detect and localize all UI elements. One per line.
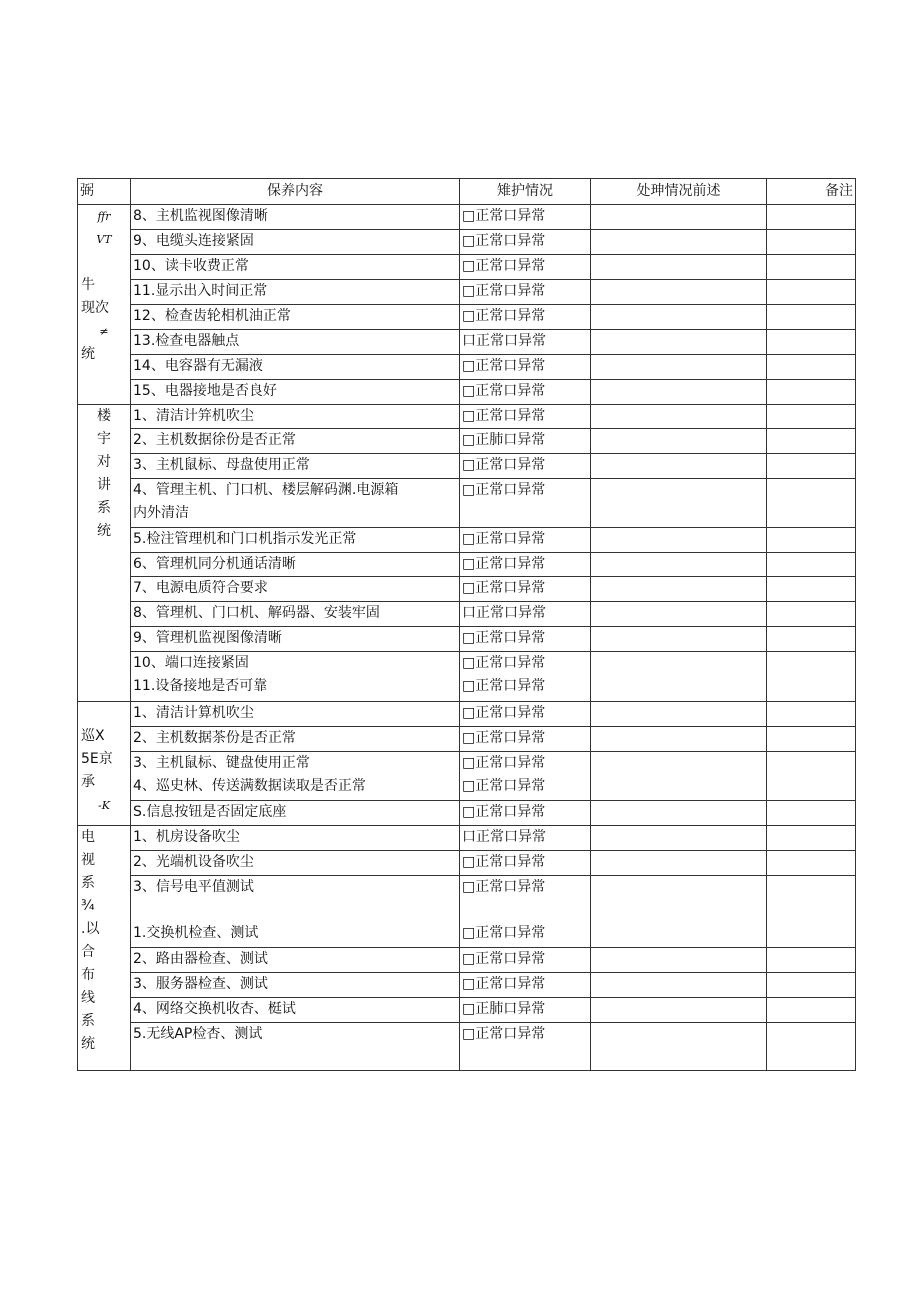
table-row xyxy=(78,454,856,479)
maintenance-item xyxy=(133,899,457,922)
table-row xyxy=(78,602,856,627)
table-body xyxy=(78,205,856,1071)
note-cell[interactable] xyxy=(767,627,856,652)
status-cell xyxy=(460,652,591,702)
description-cell[interactable] xyxy=(591,255,767,280)
description-cell[interactable] xyxy=(591,948,767,973)
maintenance-item-cell xyxy=(131,948,460,973)
description-cell[interactable] xyxy=(591,851,767,876)
description-cell[interactable] xyxy=(591,876,767,948)
maintenance-item: 9、管理机监视图像清晰 xyxy=(133,630,282,646)
maintenance-item: 1、清洁计算机吹尘 xyxy=(133,705,254,721)
description-cell[interactable] xyxy=(591,602,767,627)
note-cell[interactable] xyxy=(767,305,856,330)
maintenance-item: 13.检查电器触点 xyxy=(133,333,240,349)
status-checkbox-label[interactable]: □正常口异常 xyxy=(462,655,546,671)
status-checkbox-label[interactable]: 口正常口异常 xyxy=(462,605,546,621)
status-cell xyxy=(460,230,591,255)
table-row xyxy=(78,205,856,230)
status-checkbox-label[interactable]: □正常口异常 xyxy=(462,383,546,399)
system-cell xyxy=(78,702,131,826)
note-cell[interactable] xyxy=(767,405,856,429)
note-cell[interactable] xyxy=(767,702,856,727)
status-cell xyxy=(460,479,591,528)
maintenance-item-cell xyxy=(131,577,460,602)
table-row xyxy=(78,998,856,1023)
status-checkbox-label[interactable]: □正常口异常 xyxy=(462,457,546,473)
table-row xyxy=(78,355,856,380)
status-checkbox-label[interactable]: □正肺口异常 xyxy=(462,1001,546,1017)
description-cell[interactable] xyxy=(591,205,767,230)
system-label-line: 视 xyxy=(81,852,95,868)
status-cell xyxy=(460,528,591,553)
status-cell xyxy=(460,702,591,727)
description-cell[interactable] xyxy=(591,801,767,826)
maintenance-item: 3、主机鼠标、母盘使用正常 xyxy=(133,457,310,473)
status-checkbox-label[interactable]: □正常口异常 xyxy=(462,308,546,324)
system-label-line: 系 xyxy=(81,1013,95,1029)
system-label-line xyxy=(80,702,128,725)
note-cell[interactable] xyxy=(767,1023,856,1071)
table-row xyxy=(78,727,856,752)
maintenance-item-cell xyxy=(131,652,460,702)
maintenance-item-cell xyxy=(131,752,460,801)
status-cell xyxy=(460,826,591,851)
maintenance-item: 4、管理主机、门口机、楼层解码渊.电源箱 xyxy=(133,482,399,498)
maintenance-item: 11.显示出入时间正常 xyxy=(133,283,268,299)
system-label-line: 统 xyxy=(81,346,95,362)
status-checkbox-label[interactable]: □正常口异常 xyxy=(462,879,546,895)
maintenance-item-cell xyxy=(131,255,460,280)
maintenance-item-cell xyxy=(131,528,460,553)
description-cell[interactable] xyxy=(591,429,767,454)
note-cell[interactable] xyxy=(767,752,856,801)
maintenance-item: 1、清洁计笄机吹尘 xyxy=(133,408,254,424)
note-cell[interactable] xyxy=(767,851,856,876)
status-cell xyxy=(460,948,591,973)
note-cell[interactable] xyxy=(767,479,856,528)
status-checkbox-label[interactable]: □正常口异常 xyxy=(462,1026,546,1042)
status-checkbox-label[interactable]: □正常口异常 xyxy=(462,705,546,721)
note-cell[interactable] xyxy=(767,553,856,577)
maintenance-item: 12、检查齿轮相机油正常 xyxy=(133,308,291,324)
description-cell[interactable] xyxy=(591,973,767,998)
status-cell xyxy=(460,553,591,577)
note-cell[interactable] xyxy=(767,330,856,355)
system-label-line: 合 xyxy=(81,944,95,960)
status-checkbox-label[interactable]: □正常口异常 xyxy=(462,233,546,249)
note-cell[interactable] xyxy=(767,998,856,1023)
description-cell[interactable] xyxy=(591,355,767,380)
table-row xyxy=(78,330,856,355)
system-label-line: 电 xyxy=(81,829,95,845)
system-label-line: 楼 xyxy=(97,408,111,424)
system-label-line: 对 xyxy=(97,454,111,470)
maintenance-item: 2、路由器检查、测试 xyxy=(133,951,268,967)
status-cell xyxy=(460,752,591,801)
maintenance-item: S.信息按钮是否固定底座 xyxy=(133,804,287,820)
status-cell xyxy=(460,305,591,330)
table-row xyxy=(78,230,856,255)
status-cell xyxy=(460,627,591,652)
status-cell xyxy=(460,429,591,454)
maintenance-item: 10、端口连接紧固 xyxy=(133,655,249,671)
description-cell[interactable] xyxy=(591,230,767,255)
note-cell[interactable] xyxy=(767,454,856,479)
description-cell[interactable] xyxy=(591,1023,767,1071)
description-cell[interactable] xyxy=(591,305,767,330)
note-cell[interactable] xyxy=(767,577,856,602)
maintenance-item: 5.检注管理机和门口机指示发光正常 xyxy=(133,531,357,547)
status-checkbox-label[interactable]: □正肺口异常 xyxy=(462,432,546,448)
table-row xyxy=(78,652,856,702)
system-label-line: .以 xyxy=(81,921,100,937)
status-checkbox-label[interactable]: □正常口异常 xyxy=(462,258,546,274)
table-row xyxy=(78,752,856,801)
description-cell[interactable] xyxy=(591,752,767,801)
system-label-line xyxy=(80,251,128,274)
maintenance-item: 5.无线AP检杏、测试 xyxy=(133,1026,263,1042)
system-label-line: 统 xyxy=(81,1036,95,1052)
maintenance-item: 4、网络交换机收杏、梃试 xyxy=(133,1001,296,1017)
status-checkbox-label[interactable]: □正常口异常 xyxy=(462,976,546,992)
table-row xyxy=(78,380,856,405)
table-row xyxy=(78,280,856,305)
description-cell[interactable] xyxy=(591,454,767,479)
status-cell xyxy=(460,876,591,948)
description-cell[interactable] xyxy=(591,577,767,602)
system-label-line: 系 xyxy=(81,875,95,891)
maintenance-item: 3、服务器检查、测试 xyxy=(133,976,268,992)
system-label-line: 讲 xyxy=(97,477,111,493)
maintenance-item-cell xyxy=(131,479,460,528)
maintenance-item-cell xyxy=(131,602,460,627)
system-label-line: VT xyxy=(96,233,112,246)
maintenance-item-cell xyxy=(131,429,460,454)
maintenance-item-cell xyxy=(131,801,460,826)
table-row xyxy=(78,553,856,577)
note-cell[interactable] xyxy=(767,528,856,553)
maintenance-item: 2、主机数据徐份是否正常 xyxy=(133,432,296,448)
table-row xyxy=(78,1023,856,1071)
description-cell[interactable] xyxy=(591,280,767,305)
maintenance-item-cell xyxy=(131,280,460,305)
header-note: 备注 xyxy=(767,179,856,205)
description-cell[interactable] xyxy=(591,727,767,752)
maintenance-item: 1.交换机检查、测试 xyxy=(133,925,259,941)
system-cell xyxy=(78,405,131,702)
status-checkbox-label[interactable]: 口正常口异常 xyxy=(462,333,546,349)
maintenance-item: 3、信号电平值测试 xyxy=(133,879,254,895)
table-row xyxy=(78,528,856,553)
status-cell xyxy=(460,577,591,602)
header-row xyxy=(78,179,856,205)
system-cell xyxy=(78,205,131,405)
status-cell xyxy=(460,998,591,1023)
status-checkbox-label[interactable]: □正常口异常 xyxy=(462,531,546,547)
maintenance-item-cell xyxy=(131,355,460,380)
table-row xyxy=(78,429,856,454)
system-label-line: 线 xyxy=(81,990,95,1006)
system-label-line: 牛 xyxy=(81,277,95,293)
system-label-line: -K xyxy=(98,799,110,812)
system-label-line: ¾ xyxy=(81,898,95,914)
maintenance-item: 8、管理机、门口机、解码器、安装牢固 xyxy=(133,605,380,621)
table-row xyxy=(78,255,856,280)
note-cell[interactable] xyxy=(767,205,856,230)
status-cell xyxy=(460,280,591,305)
header-system: 弼 xyxy=(78,179,131,205)
maintenance-item-cell xyxy=(131,405,460,429)
status-cell xyxy=(460,1023,591,1071)
note-cell[interactable] xyxy=(767,602,856,627)
header-content: 保养内容 xyxy=(131,179,460,205)
note-cell[interactable] xyxy=(767,429,856,454)
status-cell xyxy=(460,255,591,280)
maintenance-item: 2、主机数据茶份是否正常 xyxy=(133,730,296,746)
description-cell[interactable] xyxy=(591,702,767,727)
status-cell xyxy=(460,380,591,405)
maintenance-item-cell xyxy=(131,826,460,851)
maintenance-item-cell xyxy=(131,973,460,998)
status-checkbox-label[interactable]: □正常口异常 xyxy=(462,925,546,941)
status-checkbox-label[interactable]: □正常口异常 xyxy=(462,804,546,820)
header-status: 雉护情况 xyxy=(460,179,591,205)
status-checkbox-label[interactable]: □正常口异常 xyxy=(462,730,546,746)
note-cell[interactable] xyxy=(767,826,856,851)
description-cell[interactable] xyxy=(591,380,767,405)
maintenance-item: 11.设备接地是否可靠 xyxy=(133,678,268,694)
status-checkbox-label[interactable]: □正常口异常 xyxy=(462,951,546,967)
note-cell[interactable] xyxy=(767,380,856,405)
table-row xyxy=(78,876,856,948)
header-description: 处珅情况前述 xyxy=(591,179,767,205)
status-cell xyxy=(460,405,591,429)
maintenance-item: 9、电缆头连接紧固 xyxy=(133,233,254,249)
system-label-line: 5E京 xyxy=(81,751,113,767)
maintenance-item: 6、管理机同分机通话清晰 xyxy=(133,556,296,572)
maintenance-item: 8、主机监视图像清晰 xyxy=(133,208,268,224)
system-label-line: 统 xyxy=(97,523,111,539)
status-checkbox-label[interactable]: 口正常口异常 xyxy=(462,829,546,845)
maintenance-item-cell xyxy=(131,380,460,405)
status-checkbox-label[interactable]: □正常口异常 xyxy=(462,358,546,374)
status-checkbox-label[interactable]: □正常口异常 xyxy=(462,482,546,498)
maintenance-item: 1、机房设备吹尘 xyxy=(133,829,240,845)
status-checkbox-label[interactable]: □正常口异常 xyxy=(462,408,546,424)
maintenance-item: 4、巡史林、传送满数据读取是否正常 xyxy=(133,778,366,794)
status-cell xyxy=(460,801,591,826)
note-cell[interactable] xyxy=(767,948,856,973)
maintenance-item-cell xyxy=(131,627,460,652)
system-label-line: 巡X xyxy=(81,728,105,744)
status-checkbox-label[interactable]: □正常口异常 xyxy=(462,556,546,572)
status-cell xyxy=(460,355,591,380)
description-cell[interactable] xyxy=(591,826,767,851)
status-checkbox-label[interactable]: □正常口异常 xyxy=(462,580,546,596)
maintenance-item-cell xyxy=(131,553,460,577)
status-cell xyxy=(460,851,591,876)
status-cell xyxy=(460,205,591,230)
note-cell[interactable] xyxy=(767,280,856,305)
maintenance-item: 内外清洁 xyxy=(133,505,189,521)
table-row xyxy=(78,948,856,973)
note-cell[interactable] xyxy=(767,652,856,702)
status-cell xyxy=(460,973,591,998)
note-cell[interactable] xyxy=(767,801,856,826)
status-cell xyxy=(460,727,591,752)
note-cell[interactable] xyxy=(767,355,856,380)
status-checkbox-label[interactable]: □正常口异常 xyxy=(462,854,546,870)
table-row xyxy=(78,627,856,652)
note-cell[interactable] xyxy=(767,973,856,998)
status-checkbox-label[interactable]: □正常口异常 xyxy=(462,755,546,771)
maintenance-item-cell xyxy=(131,851,460,876)
status-checkbox-label[interactable]: □正常口异常 xyxy=(462,630,546,646)
note-cell[interactable] xyxy=(767,255,856,280)
system-label-line: 现次 xyxy=(81,300,109,316)
table-row xyxy=(78,851,856,876)
description-cell[interactable] xyxy=(591,553,767,577)
status-checkbox-label[interactable]: □正常口异常 xyxy=(462,678,546,694)
system-label-line: 宇 xyxy=(97,431,111,447)
table-row xyxy=(78,577,856,602)
maintenance-item-cell xyxy=(131,998,460,1023)
table-row xyxy=(78,405,856,429)
note-cell[interactable] xyxy=(767,230,856,255)
maintenance-item: 7、电源电质符合要求 xyxy=(133,580,268,596)
system-label-line: 承 xyxy=(81,774,95,790)
table-row xyxy=(78,973,856,998)
status-checkbox-label[interactable]: □正常口异常 xyxy=(462,283,546,299)
maintenance-item-cell xyxy=(131,230,460,255)
maintenance-item-cell xyxy=(131,702,460,727)
description-cell[interactable] xyxy=(591,627,767,652)
maintenance-item: 3、主机鼠标、键盘使用正常 xyxy=(133,755,310,771)
description-cell[interactable] xyxy=(591,652,767,702)
table-row xyxy=(78,801,856,826)
maintenance-item: 10、读卡收费正常 xyxy=(133,258,249,274)
maintenance-item-cell xyxy=(131,454,460,479)
maintenance-item-cell xyxy=(131,876,460,948)
description-cell[interactable] xyxy=(591,528,767,553)
table-row xyxy=(78,826,856,851)
status-checkbox-label[interactable]: □正常口异常 xyxy=(462,778,546,794)
maintenance-item-cell xyxy=(131,727,460,752)
system-label-line: 布 xyxy=(81,967,95,983)
note-cell[interactable] xyxy=(767,727,856,752)
system-label-line: ≠ xyxy=(99,325,109,338)
table-row xyxy=(78,479,856,528)
system-cell xyxy=(78,826,131,1071)
maintenance-item-cell xyxy=(131,205,460,230)
maintenance-item-cell xyxy=(131,1023,460,1071)
status-cell xyxy=(460,602,591,627)
status-checkbox-label xyxy=(462,899,588,922)
maintenance-item-cell xyxy=(131,305,460,330)
description-cell[interactable] xyxy=(591,479,767,528)
maintenance-item: 15、电器接地是否良好 xyxy=(133,383,277,399)
note-cell[interactable] xyxy=(767,876,856,948)
maintenance-item: 2、光端机设备吹尘 xyxy=(133,854,254,870)
status-checkbox-label[interactable]: □正常口异常 xyxy=(462,208,546,224)
table-row xyxy=(78,305,856,330)
system-label-line: 系 xyxy=(97,500,111,516)
status-cell xyxy=(460,330,591,355)
description-cell[interactable] xyxy=(591,405,767,429)
maintenance-table xyxy=(77,178,856,1071)
status-cell xyxy=(460,454,591,479)
system-label-line: ffr xyxy=(97,210,111,223)
maintenance-item-cell xyxy=(131,330,460,355)
table-row xyxy=(78,702,856,727)
description-cell[interactable] xyxy=(591,330,767,355)
description-cell[interactable] xyxy=(591,998,767,1023)
maintenance-item: 14、电容器有无漏液 xyxy=(133,358,263,374)
